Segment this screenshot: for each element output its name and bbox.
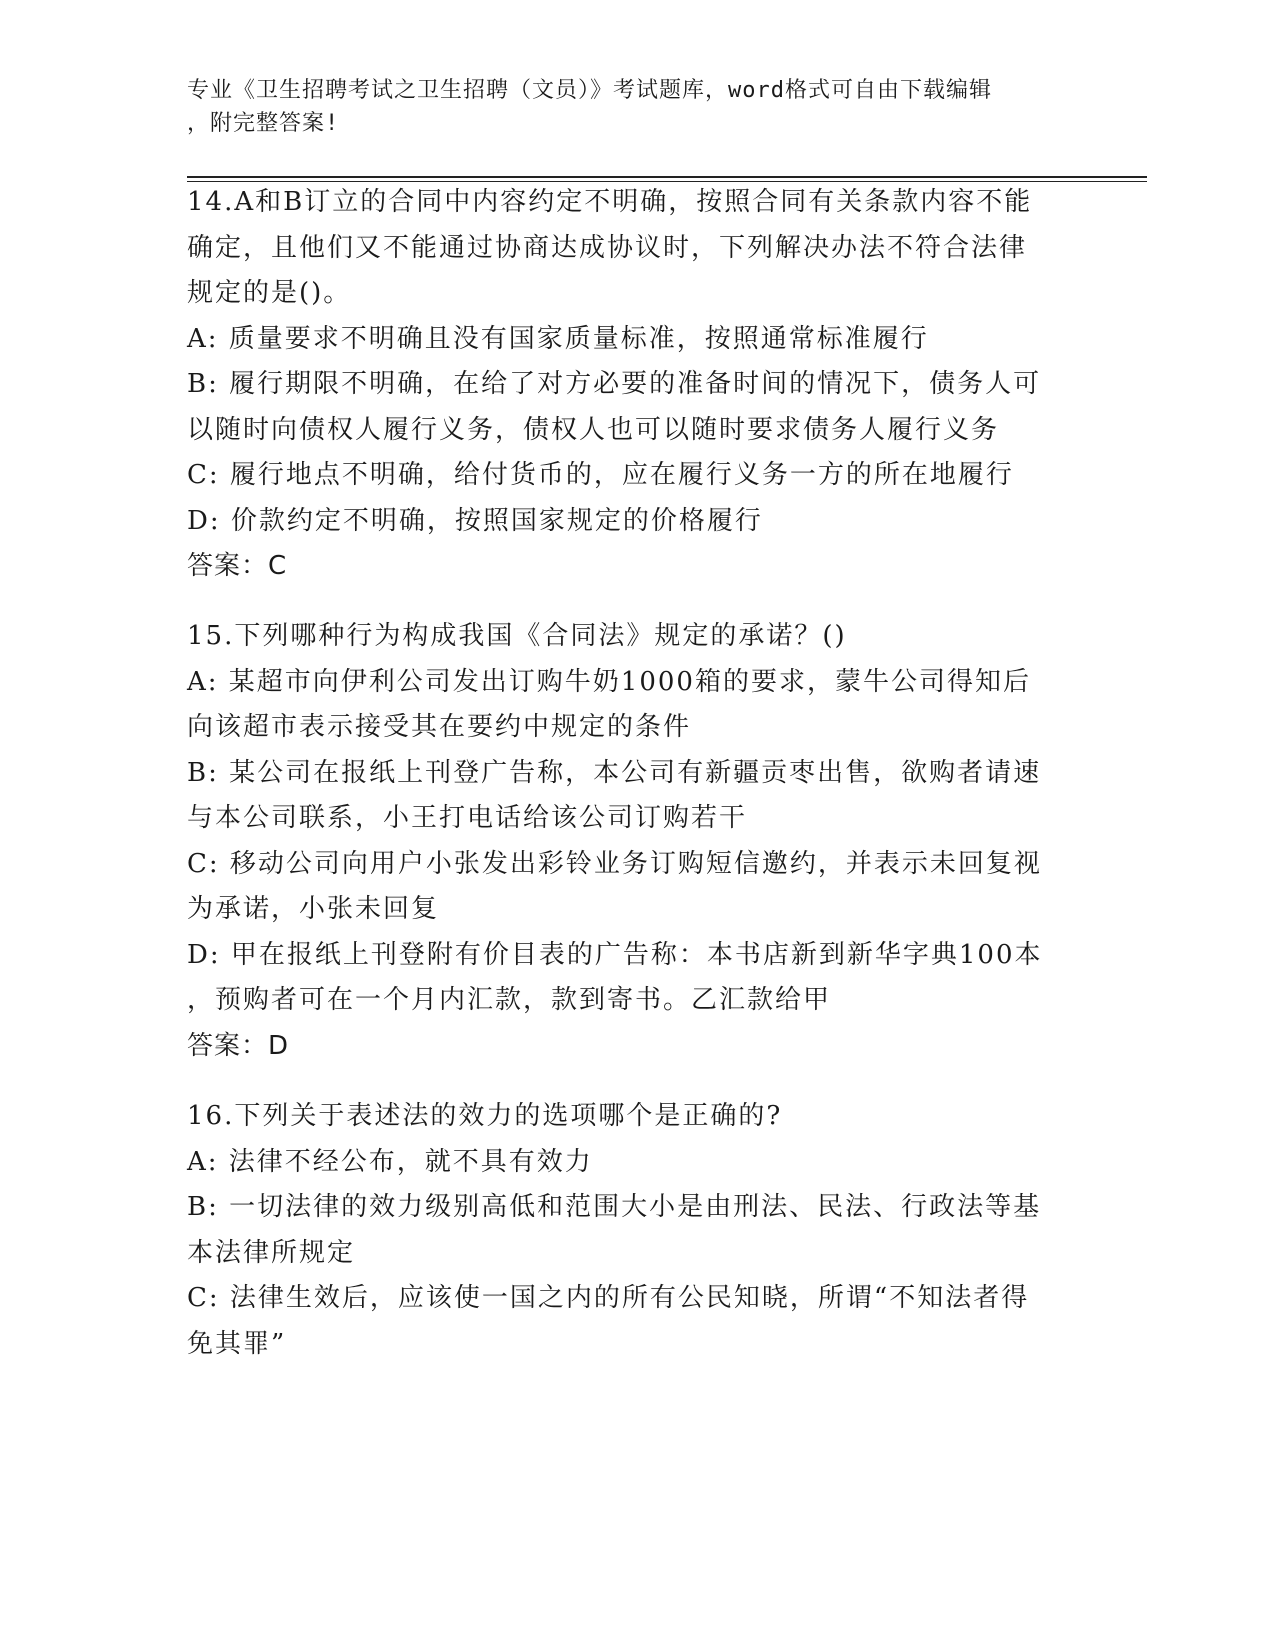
option-c-continued: 免其罪” <box>187 1328 287 1359</box>
document-header <box>187 74 1067 140</box>
answer-label: 答案：D <box>187 1030 290 1061</box>
option-a: A: 某超市向伊利公司发出订购牛奶1000箱的要求，蒙牛公司得知后 <box>187 666 1031 697</box>
option-b: B: 一切法律的效力级别高低和范围大小是由刑法、民法、行政法等基 <box>187 1192 1042 1222</box>
question-16 <box>187 1094 1087 1367</box>
option-b-continued: 与本公司联系，小王打电话给该公司订购若干 <box>187 803 748 833</box>
question-text-line: 16.下列关于表述法的效力的选项哪个是正确的? <box>187 1101 783 1131</box>
question-text-line: 15.下列哪种行为构成我国《合同法》规定的承诺？() <box>187 621 847 651</box>
header-divider-thick <box>187 176 1147 178</box>
question-text-line: 14.A和B订立的合同中内容约定不明确，按照合同有关条款内容不能 <box>187 187 1033 217</box>
option-a: A: 法律不经公布，就不具有效力 <box>187 1146 593 1177</box>
header-line-2: ，附完整答案! <box>187 111 340 136</box>
option-c: C: 履行地点不明确，给付货币的，应在履行义务一方的所在地履行 <box>187 460 1014 490</box>
option-c: C: 法律生效后，应该使一国之内的所有公民知晓，所谓“不知法者得 <box>187 1283 1030 1313</box>
header-line-1: 专业《卫生招聘考试之卫生招聘（文员）》考试题库，word格式可自由下载编辑 <box>187 78 992 103</box>
question-text-line: 确定，且他们又不能通过协商达成协议时，下列解决办法不符合法律 <box>187 232 1028 263</box>
question-15 <box>187 614 1087 1069</box>
option-b-continued: 以随时向债权人履行义务，债权人也可以随时要求债务人履行义务 <box>187 414 1000 445</box>
option-d: D: 甲在报纸上刊登附有价目表的广告称：本书店新到新华字典100本 <box>187 939 1043 970</box>
question-14 <box>187 180 1087 590</box>
option-b-continued: 本法律所规定 <box>187 1237 356 1268</box>
option-a: A: 质量要求不明确且没有国家质量标准，按照通常标准履行 <box>187 323 929 354</box>
option-c-continued: 为承诺，小张未回复 <box>187 894 440 924</box>
option-b: B: 某公司在报纸上刊登广告称，本公司有新疆贡枣出售，欲购者请速 <box>187 757 1042 788</box>
option-d-continued: ，预购者可在一个月内汇款，款到寄书。乙汇款给甲 <box>187 985 832 1015</box>
option-a-continued: 向该超市表示接受其在要约中规定的条件 <box>187 712 692 742</box>
question-text-line: 规定的是()。 <box>187 278 352 308</box>
option-b: B: 履行期限不明确，在给了对方必要的准备时间的情况下，债务人可 <box>187 369 1042 399</box>
option-c: C: 移动公司向用户小张发出彩铃业务订购短信邀约，并表示未回复视 <box>187 848 1042 879</box>
option-d: D: 价款约定不明确，按照国家规定的价格履行 <box>187 505 763 536</box>
answer-label: 答案：C <box>187 551 288 581</box>
